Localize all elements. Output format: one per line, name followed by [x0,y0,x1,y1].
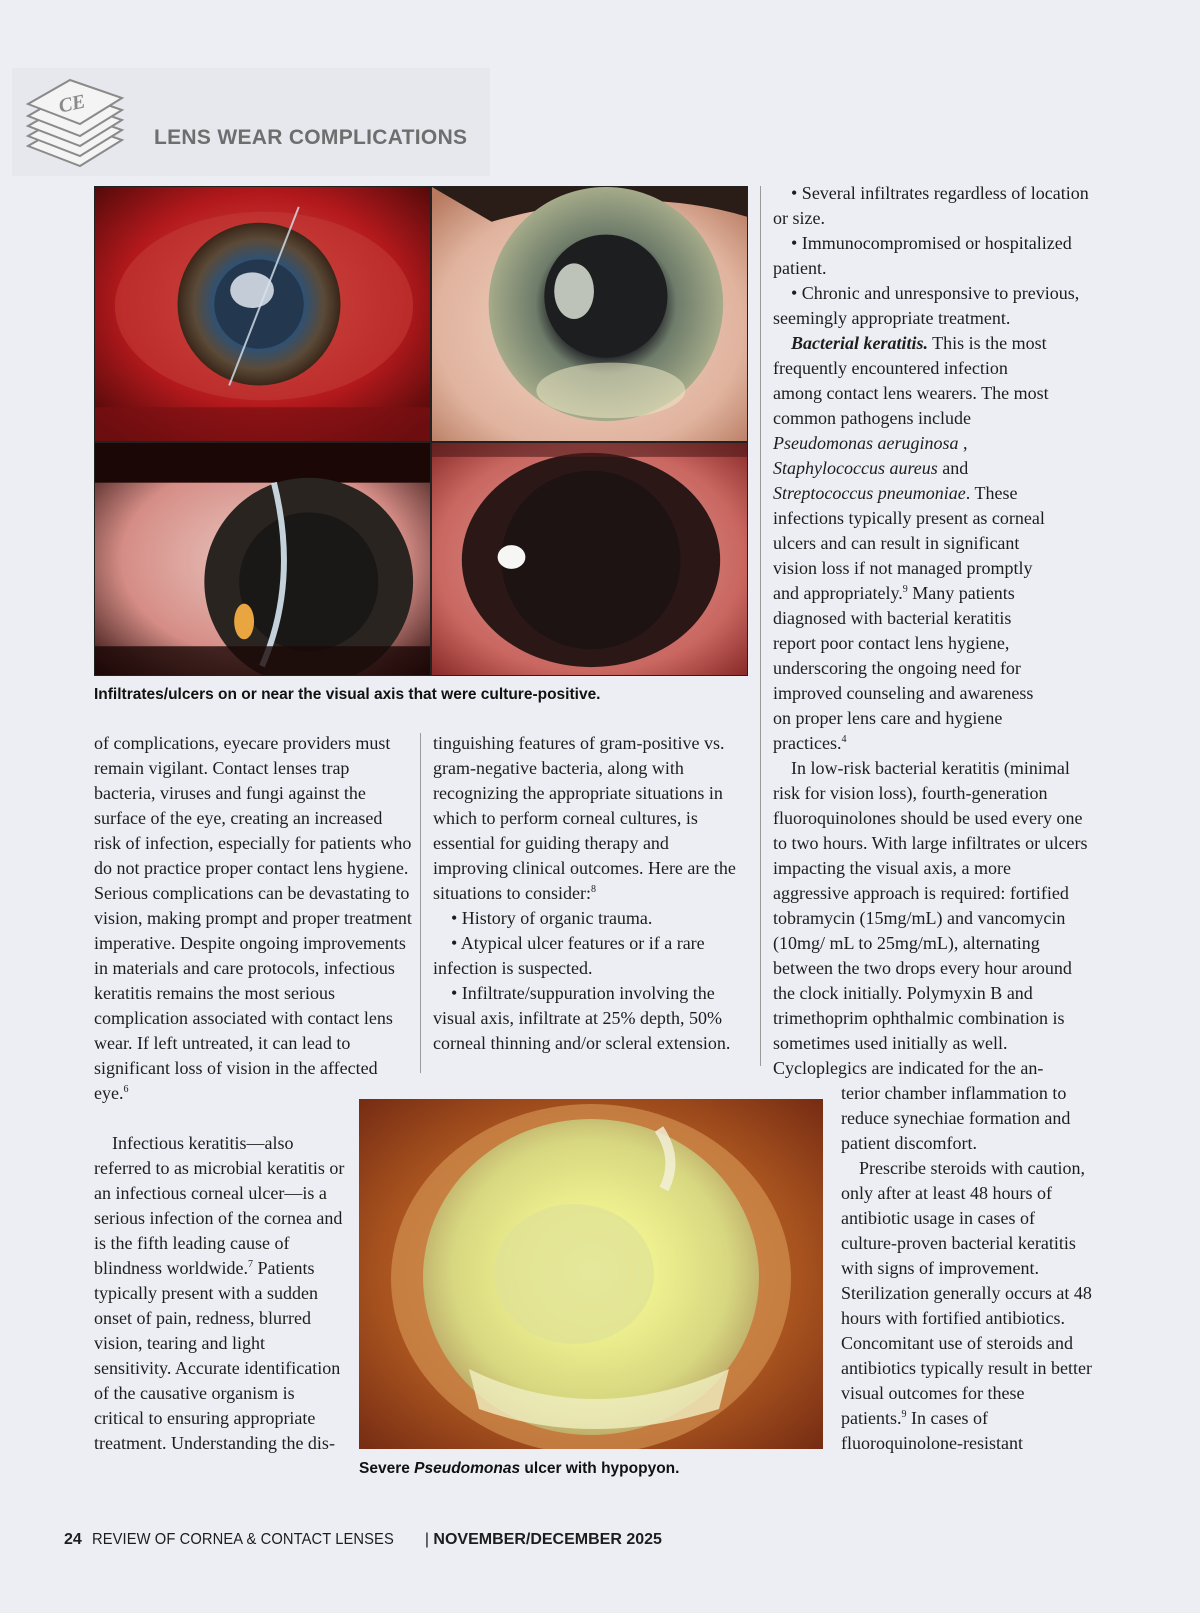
ce-book-stack-icon [22,74,126,174]
column-1-lower [94,1131,346,1456]
column-divider-1 [420,733,421,1073]
footer-separator: | [424,1531,429,1548]
column-3 [773,181,1089,1081]
column-divider-2 [760,186,761,1066]
bullet-several-infiltrates: • Several infiltrates regardless of location or size. [773,183,1089,228]
page-footer [64,1531,662,1549]
column-3-lower [841,1081,1093,1456]
col2-paragraph-1: tinguishing features of gram-positive vs. gram-negative bacteria, along with recognizing the appropriate situations in which to perform corneal cultures, is essential for guiding therapy and improving clinical outcomes. Here are the situations to consider:$^8$ [433,733,736,903]
bullet-visual-axis: • Infiltrate/suppuration involving the visual axis, infiltrate at 25% depth, 50% corneal thinning and/or scleral extension. [433,983,731,1053]
col1-paragraph-1: of complications, eyecare providers must remain vigilant. Contact lenses trap bacteria, viruses and fungi against the surface of the eye, creating an increased risk of infection, especially for patients who do not practice proper contact lens hygiene. Serious complications can be devastating to vision, making prompt and proper treatment imperative. Despite ongoing improvements in materials and care protocols, infectious keratitis remains the most serious complication associated with contact lens wear. If left untreated, it can lead to significant loss of vision in the affected eye.$^6$ [94,733,412,1103]
publication-name: REVIEW OF CORNEA & CONTACT LENSES [92,1531,395,1548]
bullet-immunocompromised: • Immunocompromised or hospitalized patient. [773,233,1072,278]
column-1 [94,731,412,1106]
bacterial-keratitis-paragraph: Bacterial keratitis. This is the most frequently encountered infection among contact lens wearers. The most common pathogens include Pseudomonas aeruginosa , Staphylococcus aureus and Streptococcus pneumoniae. These infections typically present as corneal ulcers and can result in significant vision loss if not managed promptly and appropriately.$^9$ Many patients diagnosed with bacterial keratitis report poor contact lens hygiene, underscoring the ongoing need for improved counseling and awareness on proper lens care and hygiene practices.$^4$ [773,333,1049,753]
eye-photo-bottom-right [431,442,748,676]
anterior-chamber-paragraph: terior chamber inflammation to reduce synechiae formation and patient discomfort. [841,1083,1071,1153]
eye-photo-top-right [431,186,748,442]
page-number: 24 [64,1531,82,1548]
section-title: LENS WEAR COMPLICATIONS [154,126,468,149]
low-risk-paragraph: In low-risk bacterial keratitis (minimal risk for vision loss), fourth-generation fluoroquinolones should be used every one to two hours. With large infiltrates or ulcers impacting the visual axis, a more aggressive approach is required: fortified tobramycin (15mg/mL) and vancomycin (10mg/ mL to 25mg/mL), alternating between the two drops every hour around the clock initially. Polymyxin B and trimethoprim ophthalmic combination is sometimes used initially as well. Cycloplegics are indicated for the an- [773,758,1088,1078]
bullet-organic-trauma: • History of organic trauma. [451,908,653,928]
issue-date: NOVEMBER/DECEMBER 2025 [433,1531,662,1548]
figure-1-caption: Infiltrates/ulcers on or near the visual axis that were culture-positive. [94,686,601,703]
eye-photo-top-left [94,186,431,442]
col1-paragraph-2: Infectious keratitis—also referred to as microbial keratitis or an infectious corneal ulcer—is a serious infection of the cornea and is the fifth leading cause of blindness worldwide.$^7$ Patients typically present with a sudden onset of pain, redness, blurred vision, tearing and light sensitivity. Accurate identification of the causative organism is critical to ensuring appropriate treatment. Understanding the dis- [94,1133,345,1453]
svg-text:CE: CE [56,90,88,118]
figure-eye-grid [94,186,748,676]
figure-pseudomonas-ulcer [359,1099,823,1449]
eye-photo-bottom-left [94,442,431,676]
bullet-atypical-ulcer: • Atypical ulcer features or if a rare infection is suspected. [433,933,705,978]
bullet-chronic: • Chronic and unresponsive to previous, seemingly appropriate treatment. [773,283,1080,328]
steroids-paragraph: Prescribe steroids with caution, only after at least 48 hours of antibiotic usage in cases of culture-proven bacterial keratitis with signs of improvement. Sterilization generally occurs at 48 hours with fortified antibiotics. Concomitant use of steroids and antibiotics typically result in better visual outcomes for these patients.$^9$ In cases of fluoroquinolone-resistant [841,1158,1092,1453]
column-2 [433,731,743,1056]
figure-2-caption: Severe Pseudomonas ulcer with hypopyon. [359,1460,680,1477]
